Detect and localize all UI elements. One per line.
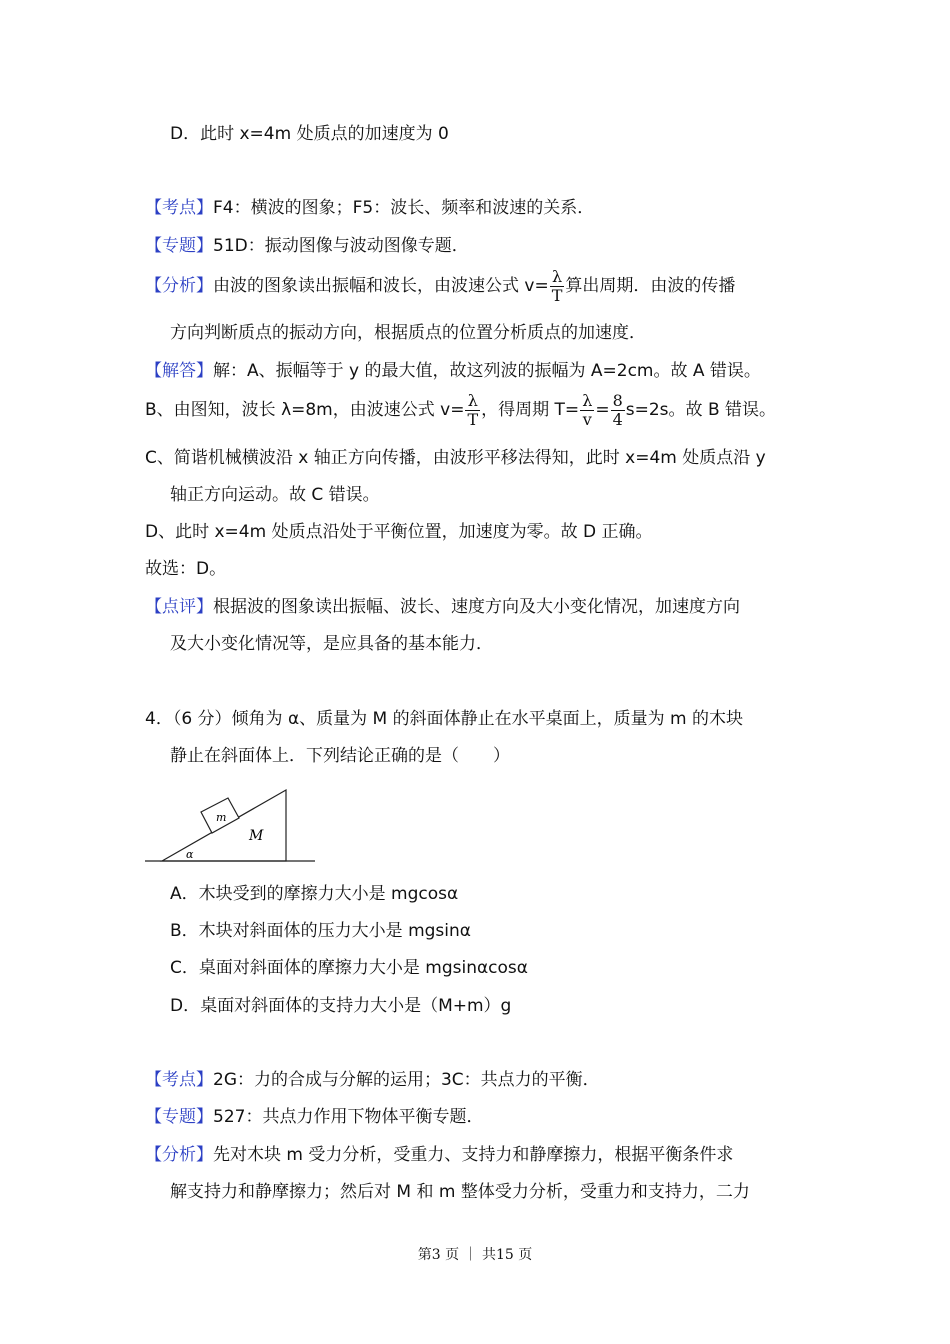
angle-label: α	[186, 848, 194, 861]
q4-fenxi	[145, 1144, 733, 1166]
zhuanti-text: 51D：振动图像与波动图像专题．	[213, 236, 469, 256]
denominator: v	[582, 409, 592, 429]
q3-dianping	[145, 596, 740, 618]
q3-fenxi	[145, 264, 735, 308]
q3-zhuanti	[145, 235, 469, 257]
q4-stem-2: 静止在斜面体上．下列结论正确的是（ ）	[170, 746, 510, 766]
q3-jieda	[145, 360, 761, 382]
q4-option-d: D．桌面对斜面体的支持力大小是（M+m）g	[170, 996, 512, 1016]
page-footer: 第3 页 ｜ 共15 页	[417, 1247, 533, 1263]
q3-fenxi-2: 方向判断质点的振动方向，根据质点的位置分析质点的加速度．	[170, 323, 646, 343]
fenxi-label: 【分析】	[145, 276, 213, 296]
jieda-text: B、由图知，波长 λ=8m，由波速公式 v=	[145, 400, 465, 420]
fraction	[465, 392, 480, 429]
q4-kaodian	[145, 1069, 600, 1091]
q3-jieda-c2: 轴正方向运动。故 C 错误。	[170, 485, 380, 505]
q3-option-d: D．此时 x=4m 处质点的加速度为 0	[170, 124, 449, 144]
jieda-text: 解：A、振幅等于 y 的最大值，故这列波的振幅为 A=2cm。故 A 错误。	[213, 361, 761, 381]
dianping-label: 【点评】	[145, 597, 213, 617]
jieda-text: ，得周期 T=	[481, 400, 580, 420]
block-label: m	[216, 811, 227, 824]
fraction	[611, 392, 625, 429]
fenxi-label: 【分析】	[145, 1145, 213, 1165]
fenxi-text: 算出周期．由波的传播	[565, 276, 736, 296]
fenxi-text: 先对木块 m 受力分析，受重力、支持力和静摩擦力，根据平衡条件求	[213, 1145, 734, 1165]
zhuanti-text: 527：共点力作用下物体平衡专题．	[213, 1107, 484, 1127]
dianping-text: 根据波的图象读出振幅、波长、速度方向及大小变化情况，加速度方向	[213, 597, 740, 617]
q3-kaodian	[145, 197, 594, 219]
numerator: 8	[612, 390, 623, 410]
q3-guxuan: 故选：D。	[145, 559, 227, 579]
denominator: 4	[612, 409, 623, 429]
q4-zhuanti	[145, 1106, 483, 1128]
denominator: T	[467, 409, 479, 429]
numerator: λ	[582, 390, 593, 410]
kaodian-text: F4：横波的图象；F5：波长、频率和波速的关系．	[213, 198, 595, 218]
wedge-label: M	[249, 828, 264, 844]
kaodian-label: 【考点】	[145, 1070, 213, 1090]
fraction	[550, 268, 565, 305]
q4-option-b: B．木块对斜面体的压力大小是 mgsinα	[170, 921, 471, 941]
numerator: λ	[465, 392, 480, 411]
q3-jieda-b	[145, 388, 776, 432]
q3-jieda-d: D、此时 x=4m 处质点沿处于平衡位置，加速度为零。故 D 正确。	[145, 522, 653, 542]
equals: =	[595, 400, 610, 420]
zhuanti-label: 【专题】	[145, 236, 213, 256]
zhuanti-label: 【专题】	[145, 1107, 213, 1127]
numerator: λ	[550, 268, 565, 287]
incline-figure	[140, 785, 340, 870]
denominator: T	[551, 285, 563, 305]
kaodian-text: 2G：力的合成与分解的运用；3C：共点力的平衡．	[213, 1070, 600, 1090]
jieda-label: 【解答】	[145, 361, 213, 381]
q4-option-a: A．木块受到的摩擦力大小是 mgcosα	[170, 884, 459, 904]
jieda-text: s=2s。故 B 错误。	[625, 400, 777, 420]
q4-stem-1: 4．（6 分）倾角为 α、质量为 M 的斜面体静止在水平桌面上，质量为 m 的木块	[145, 709, 743, 729]
kaodian-label: 【考点】	[145, 198, 213, 218]
q3-dianping-2: 及大小变化情况等，是应具备的基本能力．	[170, 634, 493, 654]
q3-jieda-c1: C、简谐机械横波沿 x 轴正方向传播，由波形平移法得知，此时 x=4m 处质点沿 y	[145, 448, 766, 468]
q4-option-c: C．桌面对斜面体的摩擦力大小是 mgsinαcosα	[170, 958, 528, 978]
q4-fenxi-2: 解支持力和静摩擦力；然后对 M 和 m 整体受力分析，受重力和支持力，二力	[170, 1182, 750, 1202]
fenxi-text: 由波的图象读出振幅和波长，由波速公式 v=	[213, 276, 549, 296]
fraction	[580, 392, 594, 429]
